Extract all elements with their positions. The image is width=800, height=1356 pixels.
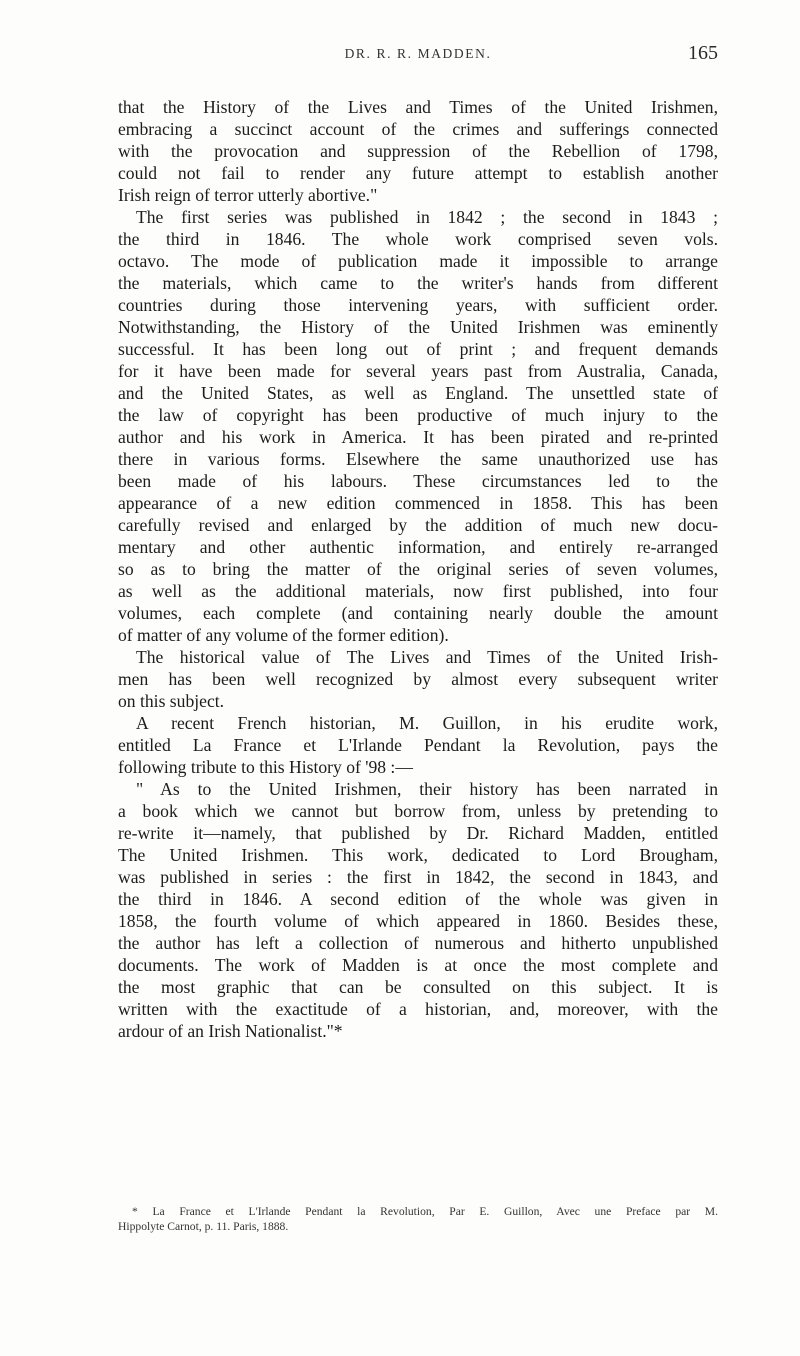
- text-line: men has been well recognized by almost every subsequent writer: [118, 669, 718, 689]
- text-line: written with the exactitude of a historian, and, moreover, with the: [118, 999, 718, 1019]
- text-line: the author has left a collection of numerous and hitherto unpublished: [118, 933, 718, 953]
- text-line: been made of his labours. These circumstances led to the: [118, 471, 718, 491]
- text-line: the third in 1846. The whole work comprised seven vols.: [118, 229, 718, 249]
- text-line: " As to the United Irishmen, their history has been narrated in: [136, 779, 718, 799]
- text-line: The historical value of The Lives and Times of the United Irish-: [136, 647, 718, 667]
- text-line: volumes, each complete (and containing nearly double the amount: [118, 603, 718, 623]
- page-number: 165: [688, 42, 718, 64]
- footnote: [118, 1204, 718, 1234]
- running-title: DR. R. R. MADDEN.: [344, 46, 492, 61]
- text-line: author and his work in America. It has been pirated and re-printed: [118, 427, 718, 447]
- text-line: there in various forms. Elsewhere the same unauthorized use has: [118, 449, 718, 469]
- text-line: re-write it—namely, that published by Dr. Richard Madden, entitled: [118, 823, 718, 843]
- text-line: Irish reign of terror utterly abortive.": [118, 185, 378, 205]
- text-line: for it have been made for several years past from Australia, Canada,: [118, 361, 718, 381]
- text-line: Notwithstanding, the History of the United Irishmen was eminently: [118, 317, 718, 337]
- text-line: following tribute to this History of '98 :—: [118, 757, 413, 777]
- text-line: and the United States, as well as England. The unsettled state of: [118, 383, 718, 403]
- footnote-line: * La France et L'Irlande Pendant la Revolution, Par E. Guillon, Avec une Preface par M.: [132, 1205, 718, 1218]
- text-line: the law of copyright has been productive of much injury to the: [118, 405, 718, 425]
- text-line: so as to bring the matter of the original series of seven volumes,: [118, 559, 718, 579]
- text-line: carefully revised and enlarged by the addition of much new docu-: [118, 515, 718, 535]
- text-line: octavo. The mode of publication made it impossible to arrange: [118, 251, 718, 271]
- text-line: as well as the additional materials, now first published, into four: [118, 581, 718, 601]
- text-line: embracing a succinct account of the crimes and sufferings connected: [118, 119, 718, 139]
- text-line: a book which we cannot but borrow from, unless by pretending to: [118, 801, 718, 821]
- text-line: that the History of the Lives and Times of the United Irishmen,: [118, 97, 718, 117]
- text-line: The first series was published in 1842 ; the second in 1843 ;: [136, 207, 718, 227]
- text-line: the third in 1846. A second edition of the whole was given in: [118, 889, 718, 909]
- text-line: The United Irishmen. This work, dedicated to Lord Brougham,: [118, 845, 718, 865]
- text-line: documents. The work of Madden is at once the most complete and: [118, 955, 718, 975]
- text-line: the materials, which came to the writer's hands from different: [118, 273, 718, 293]
- text-line: A recent French historian, M. Guillon, in his erudite work,: [136, 713, 718, 733]
- text-line: was published in series : the first in 1842, the second in 1843, and: [118, 867, 718, 887]
- text-line: could not fail to render any future attempt to establish another: [118, 163, 718, 183]
- text-line: 1858, the fourth volume of which appeared in 1860. Besides these,: [118, 911, 718, 931]
- text-line: entitled La France et L'Irlande Pendant la Revolution, pays the: [118, 735, 718, 755]
- text-line: ardour of an Irish Nationalist."*: [118, 1021, 343, 1041]
- text-line: successful. It has been long out of print ; and frequent demands: [118, 339, 718, 359]
- footnote-line: Hippolyte Carnot, p. 11. Paris, 1888.: [118, 1220, 289, 1233]
- text-line: the most graphic that can be consulted on this subject. It is: [118, 977, 718, 997]
- running-head: [118, 42, 718, 70]
- text-line: appearance of a new edition commenced in 1858. This has been: [118, 493, 718, 513]
- text-line: on this subject.: [118, 691, 225, 711]
- text-line: countries during those intervening years, with sufficient order.: [118, 295, 718, 315]
- text-line: of matter of any volume of the former edition).: [118, 625, 449, 645]
- text-line: with the provocation and suppression of the Rebellion of 1798,: [118, 141, 718, 161]
- text-line: mentary and other authentic information, and entirely re-arranged: [118, 537, 718, 557]
